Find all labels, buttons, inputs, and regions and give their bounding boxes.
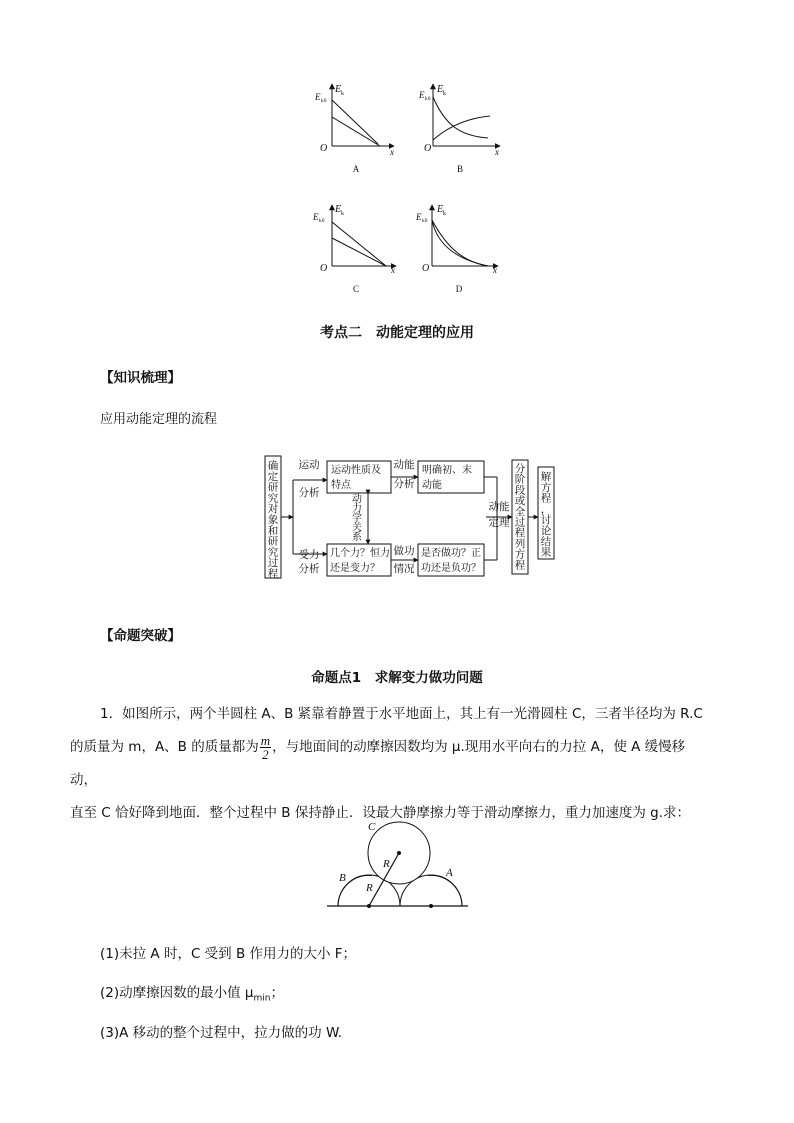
graph-b <box>418 84 500 174</box>
svg-text:x: x <box>390 147 394 157</box>
problem-text <box>70 698 710 830</box>
svg-text:确定研究对象和研究过程: 确定研究对象和研究过程 <box>267 461 279 580</box>
breakthrough-heading: 【命题突破】 <box>100 628 181 644</box>
svg-text:x: x <box>493 265 497 275</box>
svg-text:运动性质及: 运动性质及 <box>331 465 381 476</box>
flow-solve-text <box>541 470 552 559</box>
svg-text:E: E <box>416 212 422 222</box>
svg-text:k0: k0 <box>425 96 431 102</box>
svg-text:分析: 分析 <box>393 479 415 490</box>
knowledge-heading: 【知识梳理】 <box>100 370 181 386</box>
svg-text:E: E <box>437 204 444 215</box>
graph-a-ylabel: E <box>335 84 342 95</box>
graph-b-curve-2 <box>433 116 490 140</box>
graph-c-line-1 <box>332 222 386 266</box>
graph-a-line-2 <box>332 100 378 144</box>
svg-text:情况: 情况 <box>393 564 415 575</box>
svg-text:解方程，讨论结果: 解方程，讨论结果 <box>540 472 552 559</box>
svg-text:分析: 分析 <box>298 564 320 575</box>
svg-text:还是变力？: 还是变力？ <box>330 563 380 574</box>
svg-text:E: E <box>437 84 444 95</box>
svg-text:O: O <box>422 263 430 274</box>
upper-branch-2: 分析 <box>298 488 320 499</box>
flow-stage-text <box>515 462 526 571</box>
problem-line-2: 的质量为 m，A、B 的质量都为 $\frac{m}{2}$ ，与地面间的动摩擦因数均为 μ.现用水平向右的力拉 A，使 A 缓慢移动， <box>70 732 686 788</box>
svg-text:x: x <box>495 147 499 157</box>
ek-x-graphs <box>0 0 794 310</box>
question-2: (2)动摩擦因数的最小值 $\mu_{min}$； <box>100 985 284 1004</box>
problem-line-1: 1．如图所示，两个半圆柱 A、B 紧靠着静置于水平地面上，其上有一光滑圆柱 C，三者半径均为 R.C <box>100 706 703 722</box>
svg-text:O: O <box>320 263 328 274</box>
svg-text:定理: 定理 <box>488 518 510 529</box>
svg-text:E: E <box>419 90 425 100</box>
cylinder-figure <box>0 815 794 915</box>
svg-text:k: k <box>341 211 344 217</box>
upper-branch-1: 运动 <box>298 460 320 471</box>
svg-text:动能: 动能 <box>422 480 442 491</box>
question-3: (3)A 移动的整个过程中，拉力做的功 W. <box>100 1025 343 1041</box>
graph-a-line-1 <box>332 117 380 146</box>
graph-a-caption: A <box>352 164 360 174</box>
svg-text:k0: k0 <box>321 98 327 104</box>
svg-text:受力: 受力 <box>298 550 320 561</box>
svg-text:几个力？恒力: 几个力？恒力 <box>330 548 390 559</box>
flow-intro: 应用动能定理的流程 <box>100 412 218 427</box>
svg-text:E: E <box>335 204 342 215</box>
graph-d-caption: D <box>455 284 463 294</box>
graph-d-curve-1 <box>432 220 488 266</box>
svg-text:分阶段或全过程列方程: 分阶段或全过程列方程 <box>514 464 526 572</box>
section-title: 考点二 动能定理的应用 <box>320 325 474 341</box>
svg-text:明确初、末: 明确初、末 <box>422 465 472 476</box>
flow-vertical-link <box>352 492 362 543</box>
svg-text:是否做功？正: 是否做功？正 <box>421 548 481 559</box>
svg-text:特点: 特点 <box>331 480 351 491</box>
breakthrough-subtitle: 命题点1 求解变力做功问题 <box>311 670 483 686</box>
svg-text:O: O <box>320 143 328 154</box>
graph-c <box>312 204 396 294</box>
svg-text:功还是负功？: 功还是负功？ <box>421 563 481 574</box>
svg-text:动能: 动能 <box>488 502 510 513</box>
svg-text:E: E <box>313 212 319 222</box>
flowchart <box>0 450 794 610</box>
svg-text:做功: 做功 <box>393 546 415 557</box>
svg-text:k: k <box>341 91 344 97</box>
label-r-lower: R <box>366 882 373 894</box>
svg-text:k: k <box>443 211 446 217</box>
question-1: (1)未拉 A 时，C 受到 B 作用力的大小 F； <box>100 946 357 962</box>
graph-d-curve-2 <box>432 220 488 266</box>
flow-start-text <box>268 459 279 580</box>
mass-fraction: $\frac{m}{2}$ <box>260 732 271 762</box>
label-a: A <box>446 867 453 879</box>
svg-text:x: x <box>391 265 395 275</box>
graph-c-caption: C <box>352 284 360 294</box>
svg-text:k0: k0 <box>319 218 325 224</box>
svg-text:k0: k0 <box>422 218 428 224</box>
label-c: C <box>368 821 376 833</box>
svg-text:动能: 动能 <box>393 460 415 471</box>
graph-c-line-2 <box>332 238 386 266</box>
label-r-upper: R <box>383 858 390 870</box>
svg-text:k: k <box>443 91 446 97</box>
graph-b-caption: B <box>456 164 464 174</box>
graph-d <box>415 204 498 294</box>
graph-a <box>314 84 394 174</box>
svg-text:动力学关系: 动力学关系 <box>352 494 362 543</box>
problem-line-3: 直至 C 恰好降到地面．整个过程中 B 保持静止．设最大静摩擦力等于滑动摩擦力，重力加速度为 g.求： <box>70 805 691 821</box>
label-b: B <box>339 872 346 884</box>
svg-text:E: E <box>315 92 321 102</box>
svg-text:O: O <box>424 143 432 154</box>
